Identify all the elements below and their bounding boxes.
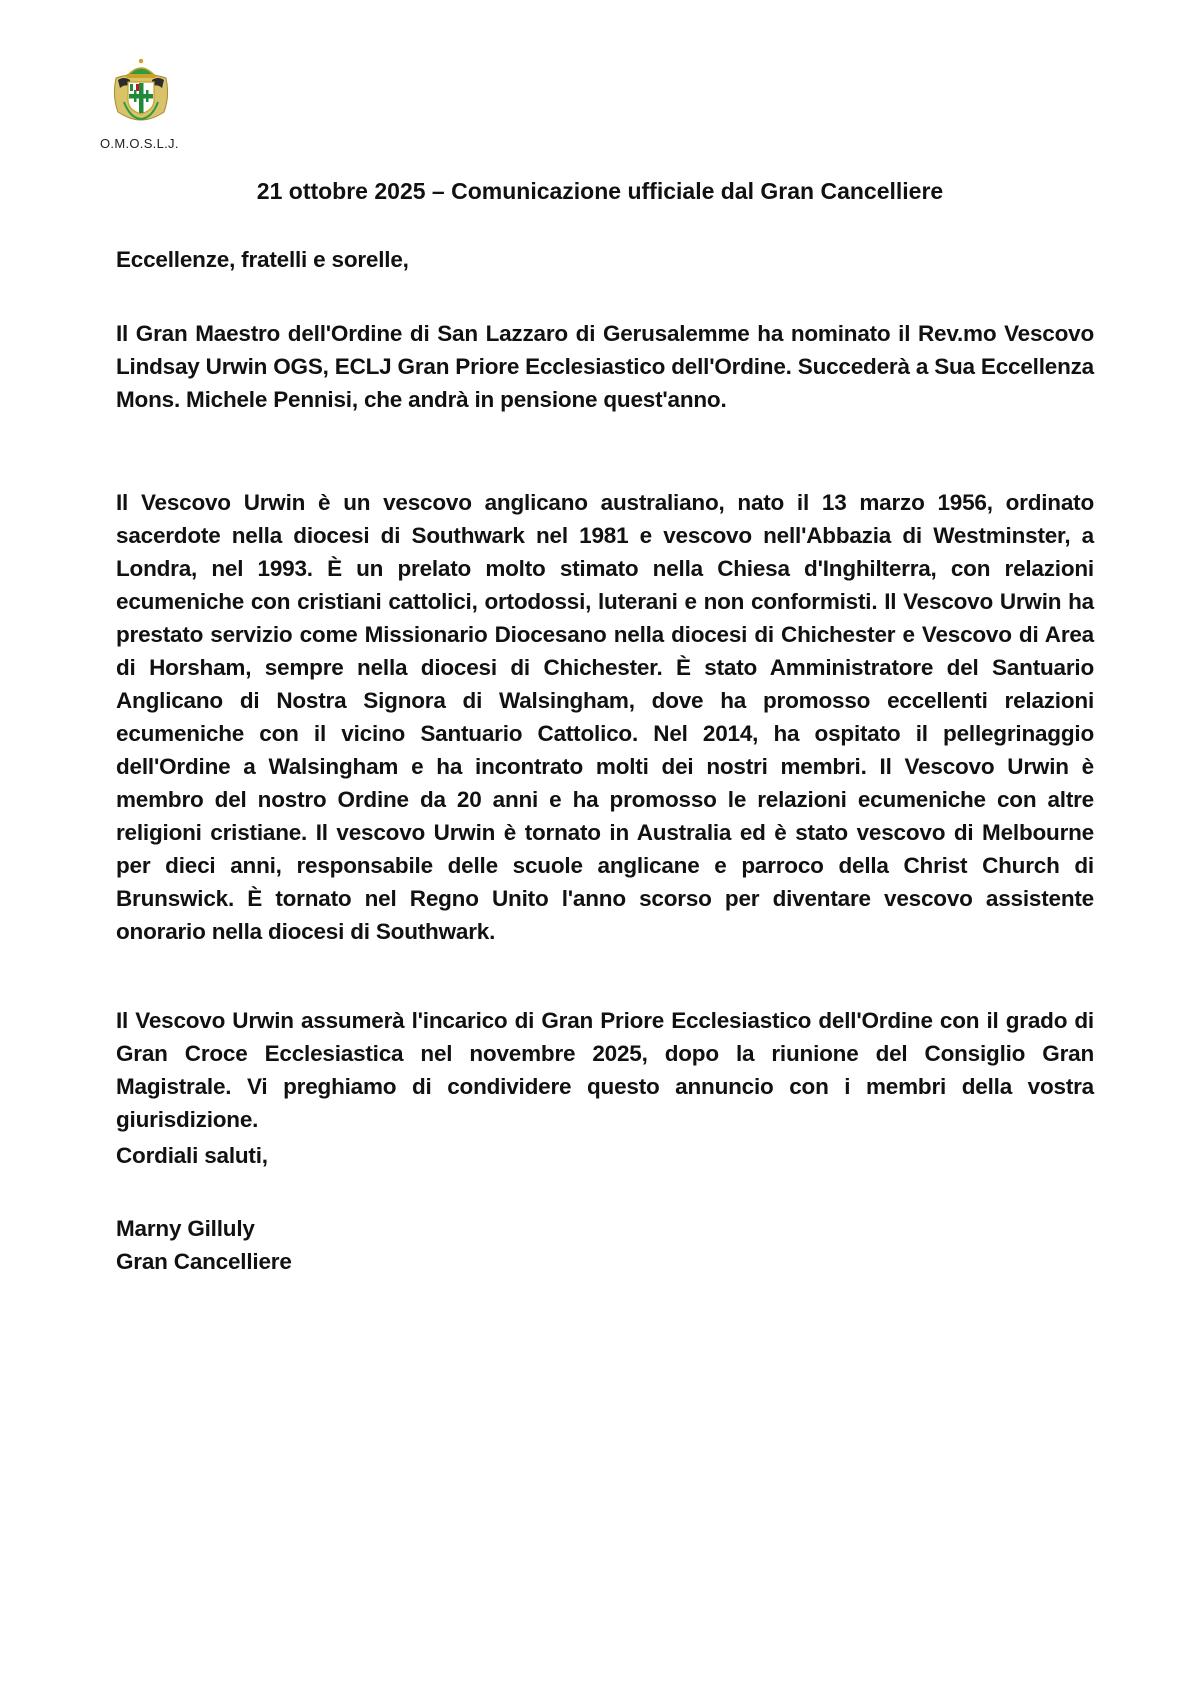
coat-of-arms-icon [110,56,172,124]
salutation: Eccellenze, fratelli e sorelle, [116,247,409,272]
org-abbreviation: O.M.O.S.L.J. [100,136,179,151]
closing: Cordiali saluti, [116,1143,268,1168]
paragraph-biography: Il Vescovo Urwin è un vescovo anglicano australiano, nato il 13 marzo 1956, ordinato sacerdote nella diocesi di Southwark nel 1981 e vescovo nell'Abbazia di Westminster, a Londra, nel 1993. È un prelato molto stimato nella Chiesa d'Inghilterra, con relazioni ecumeniche con cristiani cattolici, ortodossi, luterani e non conformisti. Il Vescovo Urwin ha prestato servizio come Missionario Diocesano nella diocesi di Chichester e Vescovo di Area di Horsham, sempre nella diocesi di Chichester. È stato Amministratore del Santuario Anglicano di Nostra Signora di Walsingham, dove ha promosso eccellenti relazioni ecumeniche con il vicino Santuario Cattolico. Nel 2014, ha ospitato il pellegrinaggio dell'Ordine a Walsingham e ha incontrato molti dei nostri membri. Il Vescovo Urwin è membro del nostro Ordine da 20 anni e ha promosso le relazioni ecumeniche con altre religioni cristiane. Il vescovo Urwin è tornato in Australia ed è stato vescovo di Melbourne per dieci anni, responsabile delle scuole anglicane e parroco della Christ Church di Brunswick. È tornato nel Regno Unito l'anno scorso per diventare vescovo assistente onorario nella diocesi di Southwark. [116,490,1094,944]
paragraph-installation: Il Vescovo Urwin assumerà l'incarico di Gran Priore Ecclesiastico dell'Ordine con il grado di Gran Croce Ecclesiastica nel novembre 2025, dopo la riunione del Consiglio Gran Magistrale. Vi preghiamo di condividere questo annuncio con i membri della vostra giurisdizione. [116,1008,1094,1132]
signature-name: Marny Gilluly [116,1216,255,1241]
paragraph-appointment: Il Gran Maestro dell'Ordine di San Lazzaro di Gerusalemme ha nominato il Rev.mo Vescovo Lindsay Urwin OGS, ECLJ Gran Priore Ecclesiastico dell'Ordine. Succederà a Sua Eccellenza Mons. Michele Pennisi, che andrà in pensione quest'anno. [116,321,1094,412]
letter-title: 21 ottobre 2025 – Comunicazione ufficiale dal Gran Cancelliere [256,178,944,204]
signature-title: Gran Cancelliere [116,1249,292,1274]
